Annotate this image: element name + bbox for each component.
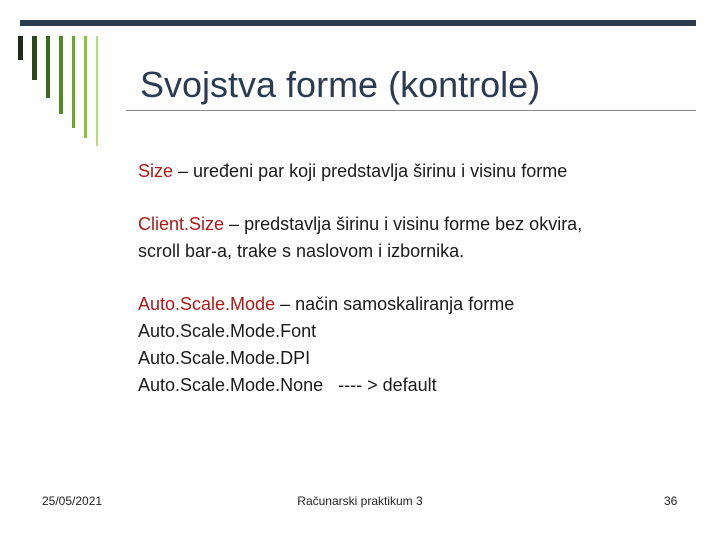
paragraph-text: Auto.Scale.Mode.DPI: [138, 348, 311, 368]
keyword: Auto.Scale.Mode: [138, 294, 276, 314]
footer-page-number: 36: [664, 494, 678, 508]
title-rule: [126, 110, 696, 111]
decorative-stripe: [84, 36, 87, 138]
paragraph-text: Auto.Scale.Mode.Font: [138, 321, 317, 341]
decorative-stripe: [72, 36, 75, 128]
top-rule: [20, 20, 696, 26]
paragraph-text: uređeni par koji predstavlja širinu i visinu forme: [193, 161, 568, 181]
paragraph-text: način samoskaliranja forme: [295, 294, 515, 314]
decorative-stripe: [18, 36, 23, 60]
keyword: Client.Size: [138, 214, 225, 234]
paragraph-size: Size – uređeni par koji predstavlja širinu i visinu forme: [138, 161, 568, 181]
slide-title: Svojstva forme (kontrole): [140, 64, 541, 105]
decorative-stripe: [96, 36, 98, 146]
footer-course: Računarski praktikum 3: [297, 494, 423, 508]
paragraph-client-size: Client.Size – predstavlja širinu i visinu forme bez okvira, scroll bar-a, trake s naslovom i izbornika.: [138, 214, 583, 261]
decorative-stripe: [32, 36, 37, 80]
decorative-stripe: [59, 36, 63, 114]
paragraph-text: scroll bar-a, trake s naslovom i izbornika.: [138, 241, 465, 261]
paragraph-text: predstavlja širinu i visinu forme bez okvira,: [244, 214, 583, 234]
decorative-stripes: [18, 36, 120, 146]
paragraph-text: Auto.Scale.Mode.None ---- > default: [138, 375, 437, 395]
footer-date: 25/05/2021: [42, 494, 103, 508]
keyword: Size: [138, 161, 174, 181]
decorative-stripe: [46, 36, 50, 98]
paragraph-auto-scale-mode: Auto.Scale.Mode – način samoskaliranja forme Auto.Scale.Mode.Font Auto.Scale.Mode.DPI Auto.Scale.Mode.None ---- > default: [138, 294, 515, 395]
slide-content: [138, 158, 698, 399]
